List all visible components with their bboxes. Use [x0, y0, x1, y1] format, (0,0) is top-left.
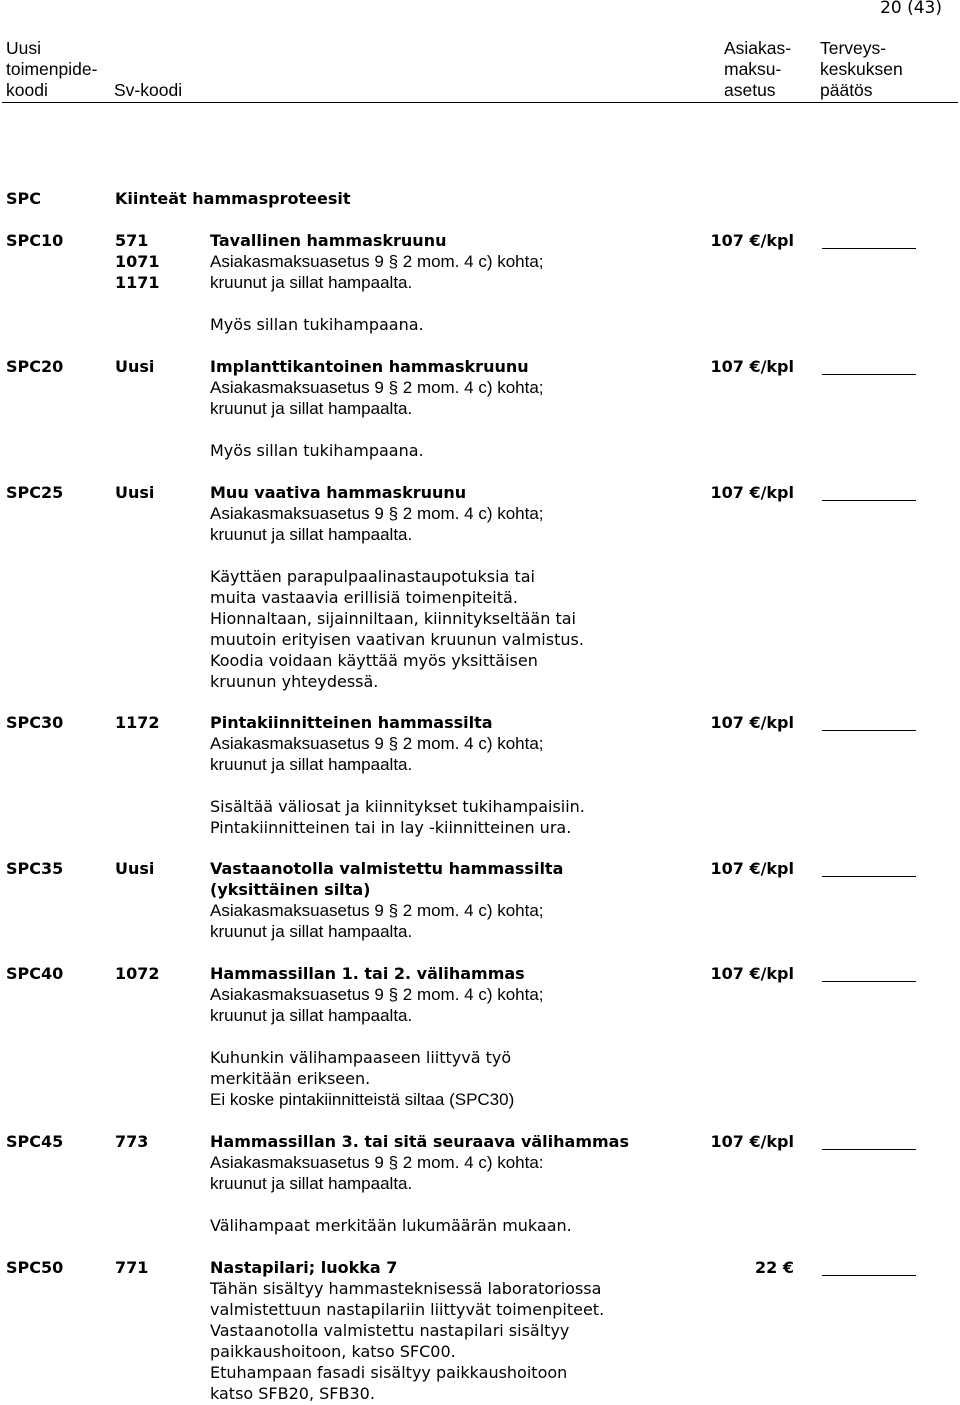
price: 107 €/kpl — [710, 859, 794, 878]
description-line: kruunut ja sillat hampaalta. — [210, 525, 413, 544]
note-line: muutoin erityisen vaativan kruunun valmistus. — [210, 630, 584, 649]
sv-code: 773 — [115, 1132, 149, 1151]
section-code: SPC — [6, 189, 41, 208]
procedure-code: SPC25 — [6, 483, 64, 502]
note-line: Välihampaat merkitään lukumäärän mukaan. — [210, 1216, 572, 1235]
description-line: Tähän sisältyy hammasteknisessä laboratoriossa — [210, 1279, 602, 1298]
header-text: toimenpide- — [6, 59, 98, 79]
sv-codes — [115, 712, 160, 733]
note-line: Ei koske pintakiinnitteistä siltaa (SPC30) — [210, 1090, 515, 1109]
description-line: Asiakasmaksuasetus 9 § 2 mom. 4 c) kohta; — [210, 252, 544, 271]
procedure-title: Tavallinen hammaskruunu — [210, 231, 447, 250]
sv-codes — [115, 230, 160, 293]
sv-codes — [115, 356, 154, 377]
header-text: maksu- — [724, 59, 782, 79]
sv-codes — [115, 1131, 148, 1152]
procedure-code: SPC40 — [6, 964, 64, 983]
sv-code: 771 — [115, 1258, 149, 1277]
description-line: katso SFB20, SFB30. — [210, 1384, 375, 1403]
procedure-description — [210, 712, 680, 838]
decision-blank-line[interactable] — [822, 230, 916, 249]
description-line: kruunut ja sillat hampaalta. — [210, 399, 413, 418]
note-line: Koodia voidaan käyttää myös yksittäisen — [210, 651, 538, 670]
sv-code: Uusi — [115, 357, 155, 376]
sv-codes — [115, 1257, 148, 1278]
price: 22 € — [755, 1258, 794, 1277]
procedure-description — [210, 1257, 680, 1404]
price: 107 €/kpl — [710, 357, 794, 376]
procedure-description — [210, 482, 680, 692]
decision-blank-line[interactable] — [822, 482, 916, 501]
sv-code: Uusi — [115, 483, 155, 502]
section-title: Kiinteät hammasproteesit — [115, 189, 351, 208]
procedure-code: SPC10 — [6, 231, 64, 250]
sv-code: 1072 — [115, 964, 160, 983]
description-line: kruunut ja sillat hampaalta. — [210, 273, 413, 292]
procedure-code: SPC50 — [6, 1258, 64, 1277]
price: 107 €/kpl — [710, 231, 794, 250]
sv-code: 1071 — [115, 252, 160, 271]
description-line: Vastaanotolla valmistettu nastapilari sisältyy — [210, 1321, 570, 1340]
header-text: koodi — [6, 80, 48, 100]
description-line: Asiakasmaksuasetus 9 § 2 mom. 4 c) kohta: — [210, 1153, 544, 1172]
procedure-code: SPC35 — [6, 859, 64, 878]
price: 107 €/kpl — [710, 964, 794, 983]
header-divider — [2, 102, 958, 103]
procedure-description — [210, 963, 680, 1110]
decision-blank-line[interactable] — [822, 858, 916, 877]
procedure-description — [210, 1131, 680, 1236]
sv-code: 1171 — [115, 273, 160, 292]
note-line: Kuhunkin välihampaaseen liittyvä työ — [210, 1048, 512, 1067]
decision-blank-line[interactable] — [822, 1131, 916, 1150]
note-line: Hionnaltaan, sijainniltaan, kiinnitykseltään tai — [210, 609, 576, 628]
description-line: kruunut ja sillat hampaalta. — [210, 1006, 413, 1025]
procedure-title: Implanttikantoinen hammaskruunu — [210, 357, 529, 376]
description-line: Asiakasmaksuasetus 9 § 2 mom. 4 c) kohta; — [210, 985, 544, 1004]
decision-blank-line[interactable] — [822, 356, 916, 375]
procedure-description — [210, 858, 680, 942]
description-line: kruunut ja sillat hampaalta. — [210, 922, 413, 941]
procedure-title: (yksittäinen silta) — [210, 880, 371, 899]
header-text: Asiakas- — [724, 38, 792, 58]
procedure-title: Muu vaativa hammaskruunu — [210, 483, 467, 502]
note-line: Myös sillan tukihampaana. — [210, 315, 424, 334]
description-line: Asiakasmaksuasetus 9 § 2 mom. 4 c) kohta; — [210, 504, 544, 523]
sv-code: Uusi — [115, 859, 155, 878]
sv-codes — [115, 963, 160, 984]
description-line: Etuhampaan fasadi sisältyy paikkaushoitoon — [210, 1363, 568, 1382]
decision-blank-line[interactable] — [822, 963, 916, 982]
procedure-code: SPC30 — [6, 713, 64, 732]
header-text: Terveys- — [820, 38, 887, 58]
procedure-title: Pintakiinnitteinen hammassilta — [210, 713, 493, 732]
decision-blank-line[interactable] — [822, 1257, 916, 1276]
price: 107 €/kpl — [710, 713, 794, 732]
procedure-code: SPC45 — [6, 1132, 64, 1151]
description-line: Asiakasmaksuasetus 9 § 2 mom. 4 c) kohta; — [210, 901, 544, 920]
header-text: Sv-koodi — [114, 80, 183, 100]
procedure-code: SPC20 — [6, 357, 64, 376]
header-health-center-decision — [820, 38, 903, 101]
note-line: Sisältää väliosat ja kiinnitykset tukihampaisiin. — [210, 797, 585, 816]
note-line: kruunun yhteydessä. — [210, 672, 379, 691]
description-line: paikkaushoitoon, katso SFC00. — [210, 1342, 456, 1361]
decision-blank-line[interactable] — [822, 712, 916, 731]
header-text: Uusi — [6, 38, 42, 58]
procedure-title: Nastapilari; luokka 7 — [210, 1258, 398, 1277]
note-line: muita vastaavia erillisiä toimenpiteitä. — [210, 588, 518, 607]
header-sv-code — [114, 80, 182, 101]
sv-code: 1172 — [115, 713, 160, 732]
sv-codes — [115, 858, 154, 879]
header-new-code — [6, 38, 97, 101]
procedure-title: Vastaanotolla valmistettu hammassilta — [210, 859, 564, 878]
note-line: Myös sillan tukihampaana. — [210, 441, 424, 460]
note-line: Pintakiinnitteinen tai in lay -kiinnitteinen ura. — [210, 818, 572, 837]
note-line: merkitään erikseen. — [210, 1069, 371, 1088]
description-line: kruunut ja sillat hampaalta. — [210, 1174, 413, 1193]
description-line: Asiakasmaksuasetus 9 § 2 mom. 4 c) kohta; — [210, 734, 544, 753]
header-text: päätös — [820, 80, 873, 100]
sv-code: 571 — [115, 231, 149, 250]
page-number: 20 (43) — [880, 0, 942, 18]
procedure-description — [210, 356, 680, 461]
description-line: kruunut ja sillat hampaalta. — [210, 755, 413, 774]
header-text: asetus — [724, 80, 776, 100]
description-line: Asiakasmaksuasetus 9 § 2 mom. 4 c) kohta; — [210, 378, 544, 397]
price: 107 €/kpl — [710, 483, 794, 502]
header-text: keskuksen — [820, 59, 903, 79]
header-fee-decree — [724, 38, 791, 101]
procedure-title: Hammassillan 3. tai sitä seuraava välihammas — [210, 1132, 629, 1151]
procedure-description — [210, 230, 680, 335]
note-line: Käyttäen parapulpaalinastaupotuksia tai — [210, 567, 535, 586]
price: 107 €/kpl — [710, 1132, 794, 1151]
description-line: valmistettuun nastapilariin liittyvät toimenpiteet. — [210, 1300, 605, 1319]
sv-codes — [115, 482, 154, 503]
procedure-title: Hammassillan 1. tai 2. välihammas — [210, 964, 525, 983]
